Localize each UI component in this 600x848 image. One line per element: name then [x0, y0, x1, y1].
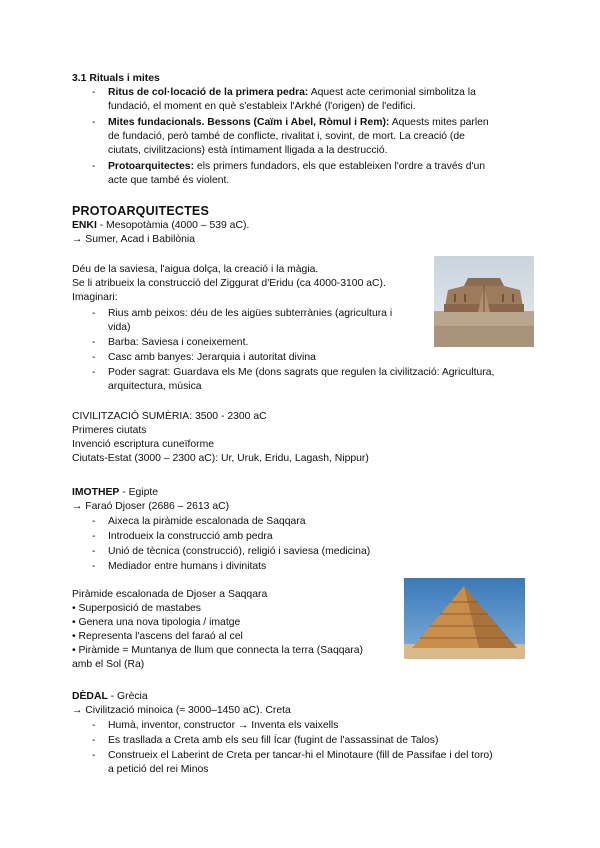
list-dash: - — [92, 87, 96, 98]
list-dash: - — [92, 546, 96, 557]
list-item: Poder sagrat: Guardava els Me (dons sagrats que regulen la civilització: Agricultura, — [108, 367, 495, 378]
list-item: Mites fundacionals. Bessons (Caïm i Abel, Ròmul i Rem): Aquests mites parlen — [108, 117, 489, 128]
dedal-line: DÈDAL - Grècia — [72, 691, 148, 702]
list-dash: - — [92, 308, 96, 319]
list-item: Construeix el Laberint de Creta per tancar-hi el Minotaure (fill de Passifae i del toro) — [108, 750, 493, 761]
list-item: Rius amb peixos: déu de les aigües subterrànies (agricultura i — [108, 308, 393, 319]
section-heading: PROTOARQUITECTES — [72, 204, 210, 218]
enki-arrow: → Sumer, Acad i Babilònia — [72, 234, 196, 245]
dedal-arrow: → Civilització minoica (≈ 3000–1450 aC). Creta — [72, 705, 291, 716]
bullet-line: amb el Sol (Ra) — [72, 659, 145, 670]
list-item-cont: de fundació, però també de conflicte, rivalitat i, sovint, de mort. La creació (de — [108, 131, 465, 142]
enki-line: ENKI - Mesopotàmia (4000 – 539 aC). — [72, 220, 250, 231]
list-item-cont: vida) — [108, 322, 131, 333]
text-line: Primeres ciutats — [72, 425, 147, 436]
list-item-cont: arquitectura, música — [108, 381, 202, 392]
list-item: Humà, inventor, constructor → Inventa els vaixells — [108, 720, 339, 731]
text-line: Invenció escriptura cuneïforme — [72, 439, 215, 450]
list-item-cont: a petició del rei Minos — [108, 764, 209, 775]
bullet-line: • Superposició de mastabes — [72, 603, 201, 614]
list-dash: - — [92, 750, 96, 761]
list-dash: - — [92, 161, 96, 172]
list-dash: - — [92, 367, 96, 378]
list-item: Es trasllada a Creta amb els seu fill Ícar (fugint de l'assassinat de Talos) — [108, 735, 439, 746]
text-line: Piràmide escalonada de Djoser a Saqqara — [72, 589, 268, 600]
list-dash: - — [92, 516, 96, 527]
text-line: Imaginari: — [72, 292, 118, 303]
list-dash: - — [92, 735, 96, 746]
list-item-cont: acte que també és violent. — [108, 175, 230, 186]
imothep-arrow: → Faraó Djoser (2686 – 2613 aC) — [72, 501, 230, 512]
pyramid-photo — [404, 578, 525, 659]
list-item: Casc amb banyes: Jerarquia i autoritat divina — [108, 352, 316, 363]
list-item: Unió de tècnica (construcció), religió i saviesa (medicina) — [108, 546, 371, 557]
list-dash: - — [92, 352, 96, 363]
list-dash: - — [92, 117, 96, 128]
text-line: Ciutats-Estat (3000 – 2300 aC): Ur, Uruk, Eridu, Lagash, Nippur) — [72, 453, 369, 464]
list-dash: - — [92, 531, 96, 542]
text-line: Se li atribueix la construcció del Ziggurat d'Eridu (ca 4000-3100 aC). — [72, 278, 386, 289]
list-item-cont: ciutats, civilitzacions) està íntimament lligada a la destrucció. — [108, 145, 388, 156]
list-dash: - — [92, 720, 96, 731]
ziggurat-photo — [434, 256, 534, 347]
list-item: Barba: Saviesa i coneixement. — [108, 337, 249, 348]
list-item: Protoarquitectes: els primers fundadors, els que estableixen l'ordre a través d'un — [108, 161, 486, 172]
imothep-line: IMOTHEP - Egipte — [72, 487, 159, 498]
list-item: Introdueix la construcció amb pedra — [108, 531, 273, 542]
list-dash: - — [92, 337, 96, 348]
list-item: Mediador entre humans i divinitats — [108, 561, 267, 572]
text-line: CIVILITZACIÓ SUMÈRIA: 3500 - 2300 aC — [72, 411, 267, 422]
list-dash: - — [92, 561, 96, 572]
list-item-cont: fundació, el moment en què s'estableix l'Arkhé (l'origen) de l'edifici. — [108, 101, 416, 112]
bullet-line: • Genera una nova tipologia / imatge — [72, 617, 241, 628]
list-item: Ritus de col·locació de la primera pedra: Aquest acte cerimonial simbolitza la — [108, 87, 476, 98]
bullet-line: • Representa l'ascens del faraó al cel — [72, 631, 243, 642]
list-item: Aixeca la piràmide escalonada de Saqqara — [108, 516, 306, 527]
text-line: Déu de la saviesa, l'aigua dolça, la creació i la màgia. — [72, 264, 319, 275]
section-title: 3.1 Rituals i mites — [72, 73, 160, 84]
bullet-line: • Piràmide = Muntanya de llum que connecta la terra (Saqqara) — [72, 645, 363, 656]
